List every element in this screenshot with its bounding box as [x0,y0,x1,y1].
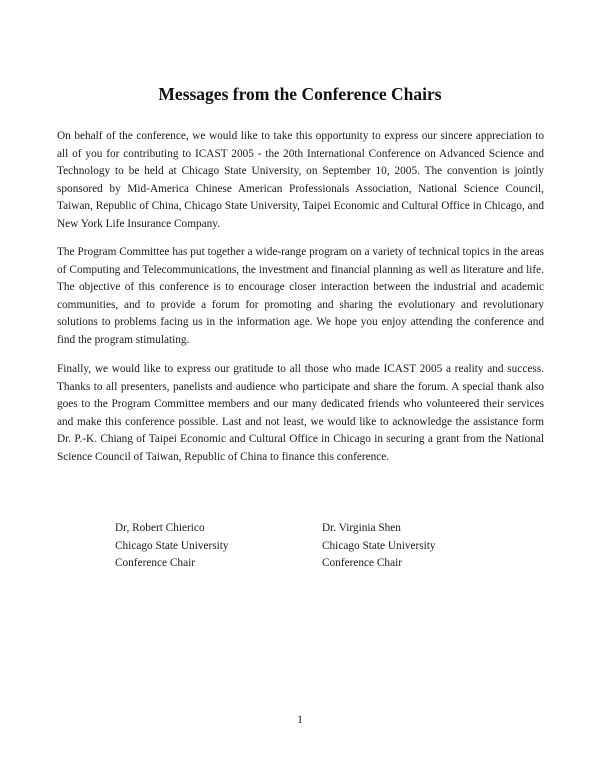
page-title: Messages from the Conference Chairs [158,83,442,104]
paragraph-appreciation: On behalf of the conference, we would like to take this opportunity to express our sincere appreciation to all of you for contributing to ICAST 2005 - the 20th International Conference on Advanced Science and Technology to be held at Chicago State University, on September 10, 2005. The convention is jointly sponsored by Mid-America Chinese American Professionals Association, National Science Council, Taiwan, Republic of China, Chicago State University, Taipei Economic and Cultural Office in Chicago, and New York Life Insurance Company. [57,130,544,230]
signature-block-shen [322,520,436,573]
page-number: 1 [297,714,303,726]
signatory-role: Conference Chair [322,557,402,569]
signatory-name: Dr. Virginia Shen [322,522,401,534]
signatory-affiliation: Chicago State University [115,539,229,552]
signatory-role: Conference Chair [115,557,195,569]
signatory-affiliation: Chicago State University [322,539,436,552]
signature-block-chierico [115,520,229,573]
signatory-name: Dr, Robert Chierico [115,522,205,534]
paragraph-program: The Program Committee has put together a wide-range program on a variety of technical topics in the areas of Computing and Telecommunications, the investment and financial planning as well as literature and life. The objective of this conference is to encourage closer interaction between the industrial and academic communities, and to provide a forum for promoting and sharing the evolutionary and revolutionary solutions to problems facing us in the information age. We hope you enjoy attending the conference and find the program stimulating. [57,246,544,346]
paragraph-gratitude: Finally, we would like to express our gratitude to all those who made ICAST 2005 a reality and success. Thanks to all presenters, panelists and audience who participate and share the forum. A special thank also goes to the Program Committee members and our many dedicated friends who volunteered their services and make this conference possible. Last and not least, we would like to acknowledge the assistance form Dr. P.-K. Chiang of Taipei Economic and Cultural Office in Chicago in securing a grant from the National Science Council of Taiwan, Republic of China to finance this conference. [57,363,544,463]
